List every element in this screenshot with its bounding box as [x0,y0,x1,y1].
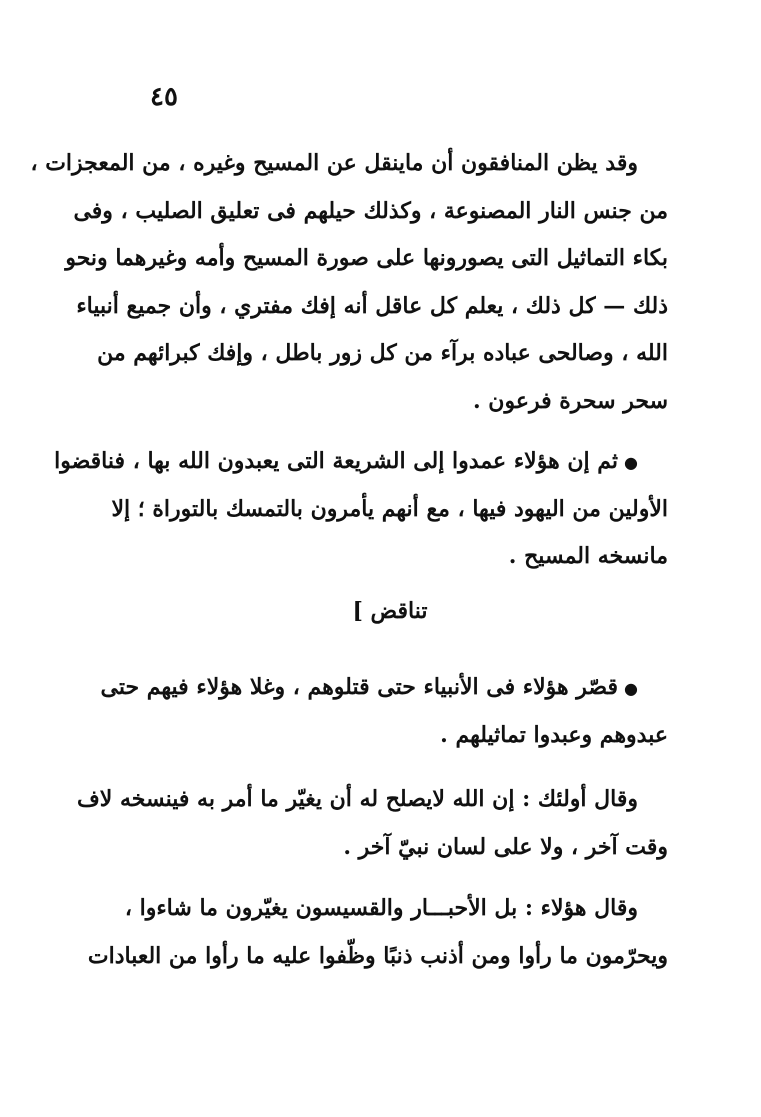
text-line: بكاء التماثيل التى يصورونها على صورة المسيح وأمه وغيرهما ونحو [65,245,668,271]
text-line: وقال أولئك : إن الله لايصلح له أن يغيّر ما أمر به فينسخه لاف [76,786,638,812]
text-line: الأولين من اليهود فيها ، مع أنهم يأمرون بالتمسك بالتوراة ؛ إلا [111,495,668,522]
text-line: من جنس النار المصنوعة ، وكذلك حيلهم فى تعليق الصليب ، وفى [73,197,668,224]
paragraph-1 [30,140,668,425]
text-line: سحر سحرة فرعون . [472,387,668,414]
text-line: ويحرّمون ما رأوا ومن أذنب ذنبًا وظّفوا عليه ما رأوا من العبادات [87,942,668,969]
text-line: عبدوهم وعبدوا تماثيلهم . [440,721,668,748]
paragraph-2 [54,438,668,581]
text-line [100,664,668,712]
bullet-icon: ● [624,679,638,698]
paragraph-3 [100,664,668,759]
text-line-content: قصّر هؤلاء فى الأنبياء حتى قتلوهم ، وغلا هؤلاء فيهم حتى [100,674,619,700]
paragraph-4 [76,776,668,871]
bullet-icon: ● [624,453,638,472]
text-line: وقال هؤلاء : بل الأحبـــار والقسيسون يغيّرون ما شاءوا ، [124,895,638,921]
text-line: وقت آخر ، ولا على لسان نبيّ آخر . [343,833,668,860]
text-line: مانسخه المسيح . [508,543,668,569]
text-line: وقد يظن المنافقون أن ماينقل عن المسيح وغيره ، من المعجزات ، [30,150,638,176]
text-line: ذلك — كل ذلك ، يعلم كل عاقل أنه إفك مفتري ، وأن جميع أنبياء [76,292,668,319]
text-line [54,438,668,486]
text-line: الله ، وصالحى عباده برآء من كل زور باطل ، وإفك كبرائهم من [97,340,668,366]
paragraph-5 [87,885,668,980]
section-heading: تناقض ] [352,598,428,624]
page-number: ٤٥ [150,82,178,112]
text-line-content: ثم إن هؤلاء عمدوا إلى الشريعة التى يعبدون الله بها ، فناقضوا [54,448,619,474]
